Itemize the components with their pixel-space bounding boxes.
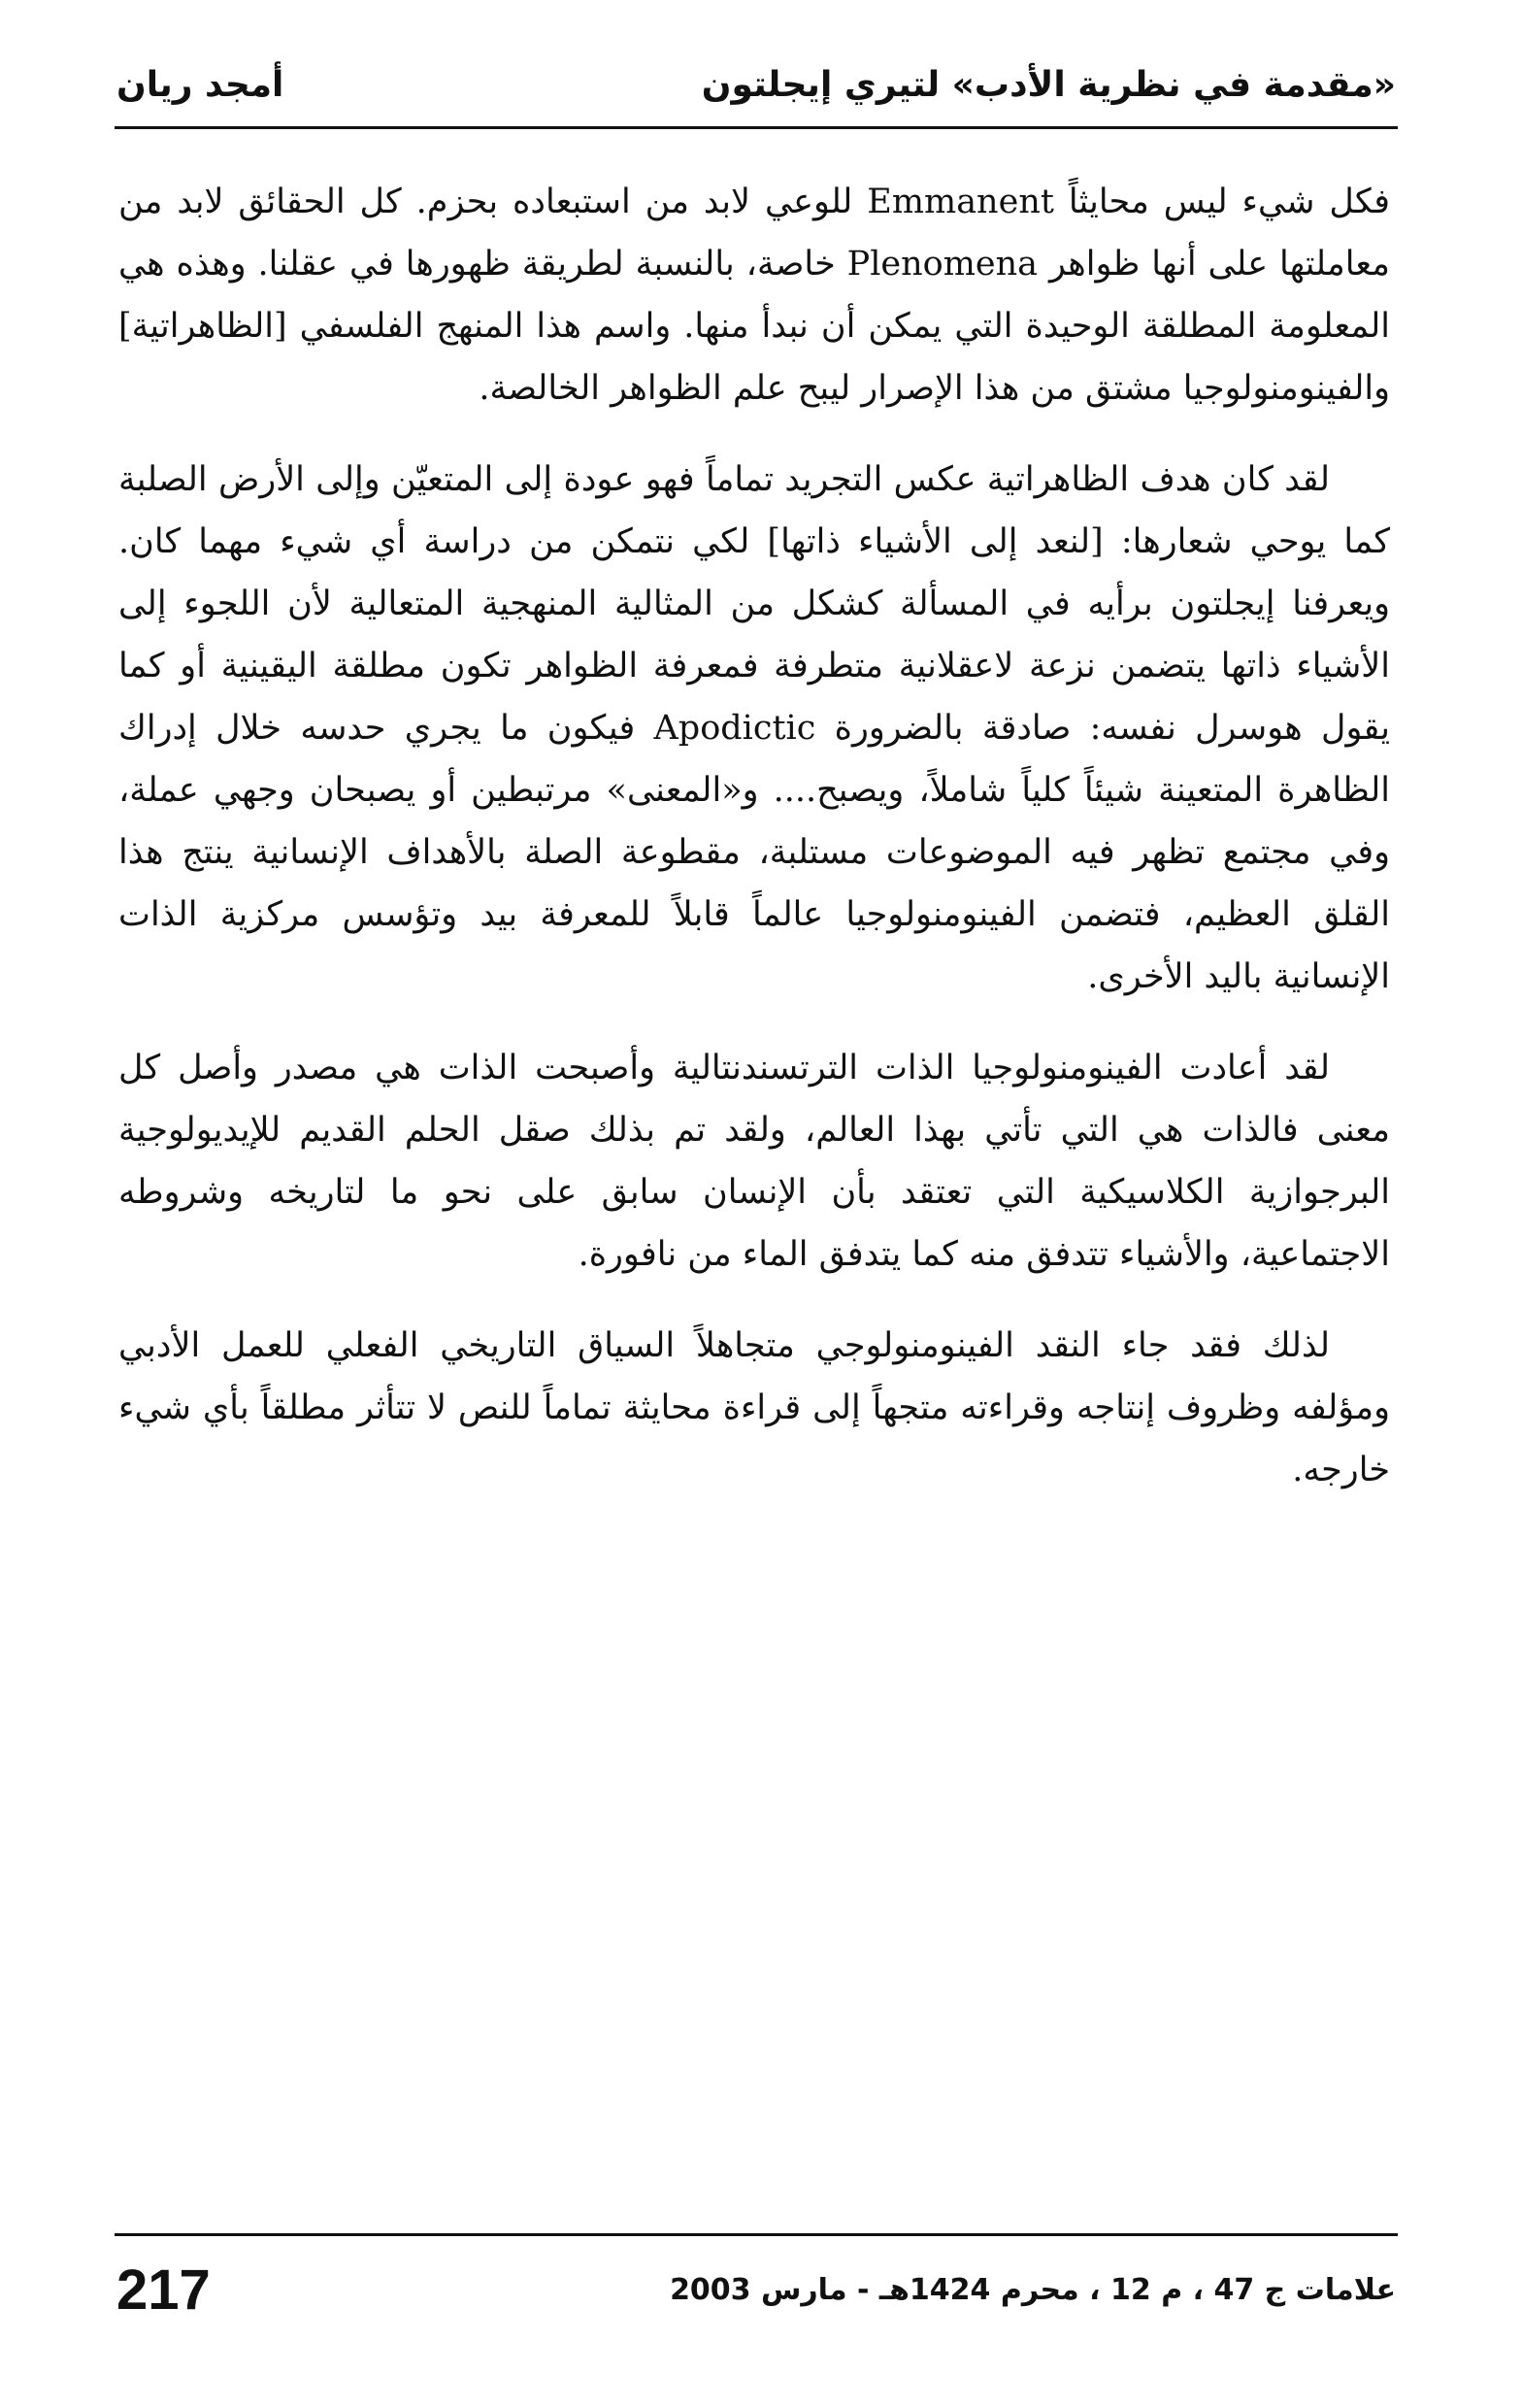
- paragraph: لقد أعادت الفينومنولوجيا الذات الترتسندنتالية وأصبحت الذات هي مصدر وأصل كل معنى فالذات هي التي تأتي بهذا العالم، ولقد تم بذلك صقل الحلم القديم للإيديولوجية البرجوازية الكلاسيكية التي تعتقد بأن الإنسان سابق على نحو ما لتاريخه وشروطه الاجتماعية، والأشياء تتدفق منه كما يتدفق الماء من نافورة.: [118, 1049, 1390, 1274]
- body-text: [118, 171, 1390, 1530]
- article-title: «مقدمة في نظرية الأدب» لتيري إيجلتون: [701, 64, 1396, 105]
- paragraph: لذلك فقد جاء النقد الفينومنولوجي متجاهلاً السياق التاريخي الفعلي للعمل الأدبي ومؤلفه وظروف إنتاجه وقراءته متجهاً إلى قراءة محايثة تماماً للنص لا تتأثر مطلقاً بأي شيء خارجه.: [118, 1326, 1390, 1489]
- paragraph: فكل شيء ليس محايثاً Emmanent للوعي لابد من استبعاده بحزم. كل الحقائق لابد من معاملتها على أنها ظواهر Plenomena خاصة، بالنسبة لطريقة ظهورها في عقلنا. وهذه هي المعلومة المطلقة الوحيدة التي يمكن أن نبدأ منها. واسم هذا المنهج الفلسفي [الظاهراتية] والفينومنولوجيا مشتق من هذا الإصرار ليبح علم الظواهر الخالصة.: [118, 183, 1391, 408]
- header-rule: [115, 126, 1398, 129]
- footer-rule: [115, 2233, 1398, 2236]
- running-footer: [116, 2251, 1396, 2328]
- running-header: [116, 50, 1396, 118]
- author-name: أمجد ريان: [116, 64, 284, 105]
- journal-info: علامات ج 47 ، م 12 ، محرم 1424هـ - مارس 2003: [670, 2272, 1396, 2307]
- page-number: 217: [116, 2258, 211, 2322]
- paragraph: لقد كان هدف الظاهراتية عكس التجريد تماماً فهو عودة إلى المتعيّن وإلى الأرض الصلبة كما يوحي شعارها: [لنعد إلى الأشياء ذاتها] لكي نتمكن من دراسة أي شيء مهما كان. ويعرفنا إيجلتون برأيه في المسألة كشكل من المثالية المنهجية المتعالية لأن اللجوء إلى الأشياء ذاتها يتضمن نزعة لاعقلانية متطرفة فمعرفة الظواهر تكون مطلقة اليقينية أو كما يقول هوسرل نفسه: صادقة بالضرورة Apodictic فيكون ما يجري حدسه خلال إدراك الظاهرة المتعينة شيئاً كلياً شاملاً، ويصبح.... و«المعنى» مرتبطين أو يصبحان وجهي عملة، وفي مجتمع تظهر فيه الموضوعات مستلبة، مقطوعة الصلة بالأهداف الإنسانية ينتج هذا القلق العظيم، فتضمن الفينومنولوجيا عالماً قابلاً للمعرفة بيد وتؤسس مركزية الذات الإنسانية باليد الأخرى.: [118, 460, 1390, 996]
